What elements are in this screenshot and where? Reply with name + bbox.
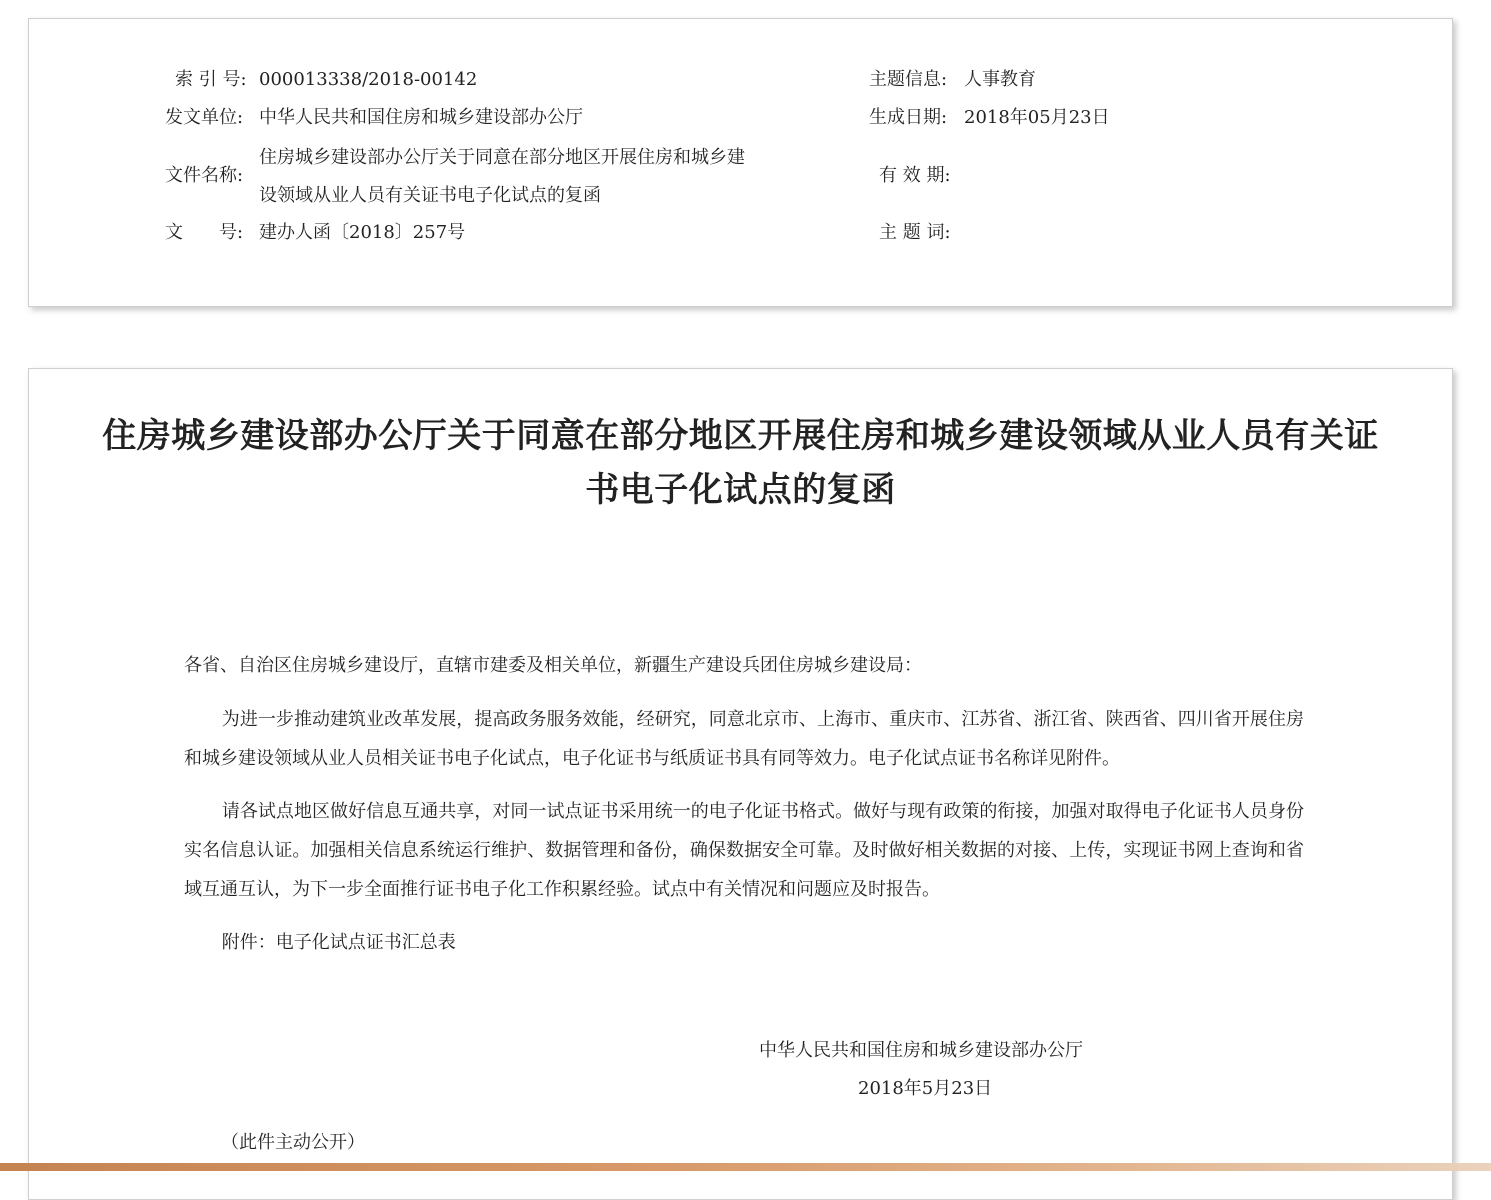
index-no-value: 000013338/2018-00142	[259, 69, 478, 90]
document-title-line1: 住房城乡建设部办公厅关于同意在部分地区开展住房和城乡建设领域从业人员有关证	[102, 416, 1379, 456]
signature-org: 中华人民共和国住房和城乡建设部办公厅	[759, 1040, 1083, 1061]
paragraph-1: 为进一步推动建筑业改革发展，提高政务服务效能，经研究，同意北京市、上海市、重庆市、江苏省、浙江省、陕西省、四川省开展住房和城乡建设领域从业人员相关证书电子化试点，电子化证书与纸质证书具有同等效力。电子化试点证书名称详见附件。	[184, 709, 1304, 769]
docno-value: 建办人函〔2018〕257号	[259, 222, 466, 243]
filename-value: 住房城乡建设部办公厅关于同意在部分地区开展住房和城乡建设领域从业人员有关证书电子化试点的复函	[259, 147, 745, 206]
bottom-accent-bar	[0, 1163, 1491, 1171]
index-no-label: 索 引 号:	[175, 69, 247, 90]
document-title-line2: 书电子化试点的复函	[585, 470, 896, 510]
document-panel	[28, 368, 1453, 1200]
paragraph-2: 请各试点地区做好信息互通共享，对同一试点证书采用统一的电子化证书格式。做好与现有政策的衔接，加强对取得电子化证书人员身份实名信息认证。加强相关信息系统运行维护、数据管理和备份，确保数据安全可靠。及时做好相关数据的对接、上传，实现证书网上查询和省域互通互认，为下一步全面推行证书电子化工作积累经验。试点中有关情况和问题应及时报告。	[184, 801, 1304, 900]
keywords-label: 主 题 词:	[879, 222, 951, 243]
validity-label: 有 效 期:	[879, 165, 951, 186]
disclosure-note: （此件主动公开）	[221, 1132, 365, 1153]
signature-date: 2018年5月23日	[858, 1078, 993, 1099]
document-title	[29, 409, 1452, 517]
date-label: 生成日期:	[869, 107, 948, 128]
issuer-label: 发文单位:	[165, 107, 244, 128]
issuer-value: 中华人民共和国住房和城乡建设部办公厅	[259, 107, 583, 128]
topic-label: 主题信息:	[869, 69, 948, 90]
docno-label: 文 号:	[165, 222, 244, 243]
filename-label: 文件名称:	[165, 165, 244, 186]
attachment-note: 附件：电子化试点证书汇总表	[221, 932, 456, 953]
metadata-panel	[28, 18, 1453, 307]
topic-value: 人事教育	[964, 69, 1036, 90]
date-value: 2018年05月23日	[964, 107, 1110, 128]
salutation: 各省、自治区住房城乡建设厅，直辖市建委及相关单位，新疆生产建设兵团住房城乡建设局：	[184, 655, 922, 676]
